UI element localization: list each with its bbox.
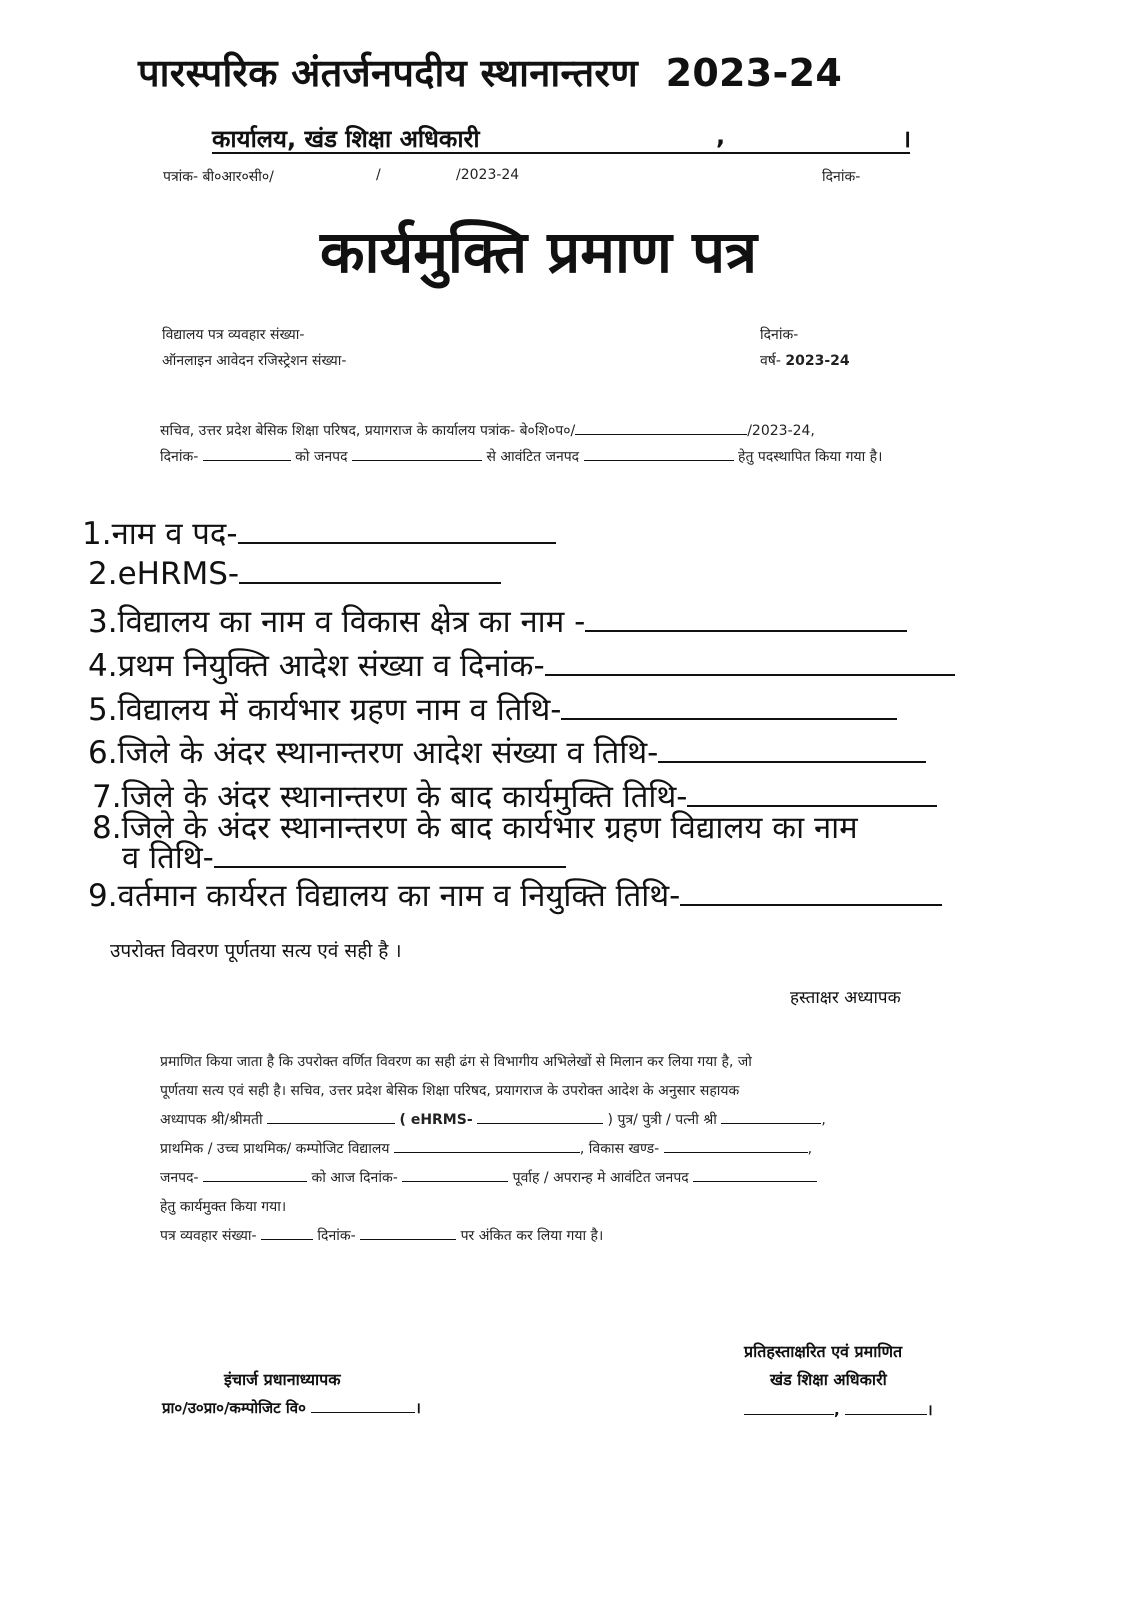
intro-blank-district-from[interactable] <box>352 460 482 461</box>
field-label: 8.जिले के अंदर स्थानान्तरण के बाद कार्यभार ग्रहण विद्यालय का नाम <box>92 810 858 846</box>
field-label: 9.वर्तमान कार्यरत विद्यालय का नाम व नियुक्ति तिथि- <box>88 878 681 914</box>
cert-blank-relation[interactable] <box>721 1123 821 1124</box>
beo-place-line <box>744 1400 933 1420</box>
meta-date-label: दिनांक- <box>760 327 799 343</box>
field-transfer-order <box>88 731 926 773</box>
main-title-year: 2023-24 <box>665 51 843 95</box>
cert-l7-b: दिनांक- <box>317 1228 356 1244</box>
intro-paragraph <box>160 418 960 470</box>
cert-line2: पूर्णतया सत्य एवं सही है। सचिव, उत्तर प्रदेश बेसिक शिक्षा परिषद, प्रयागराज के उपरोक्त आदेश के अनुसार सहायक <box>160 1083 740 1099</box>
intro-blank-date[interactable] <box>203 460 291 461</box>
cert-l4-a: प्राथमिक / उच्च प्राथमिक/ कम्पोजिट विद्यालय <box>160 1141 390 1157</box>
field-label: 7.जिले के अंदर स्थानान्तरण के बाद कार्यमुक्ति तिथि- <box>92 779 688 815</box>
field-blank[interactable] <box>585 630 907 632</box>
cert-blank-block[interactable] <box>664 1152 808 1153</box>
cert-line1: प्रमाणित किया जाता है कि उपरोक्त वर्णित विवरण का सही ढंग से विभागीय अभिलेखों से मिलान कर लिया गया है, जो <box>160 1054 752 1070</box>
cert-l3-a: अध्यापक श्री/श्रीमती <box>160 1112 263 1128</box>
cert-line6: हेतु कार्यमुक्त किया गया। <box>160 1199 287 1215</box>
cert-l5-b: को आज दिनांक- <box>311 1170 398 1186</box>
field-label: 1.नाम व पद- <box>82 516 238 552</box>
intro-part4: को जनपद <box>295 449 348 465</box>
intro-part2: /2023-24, <box>747 423 815 439</box>
field-current-school <box>88 874 942 916</box>
beo-blank-1[interactable] <box>744 1414 834 1415</box>
cert-l5-c: पूर्वाह / अपरान्ह मे आवंटित जनपद <box>512 1170 689 1186</box>
school-correspondence-label: विद्यालय पत्र व्यवहार संख्या- <box>162 327 305 343</box>
reference-number-label: पत्रांक- बी०आर०सी०/ <box>163 169 274 185</box>
intro-part1: सचिव, उत्तर प्रदेश बेसिक शिक्षा परिषद, प्रयागराज के कार्यालय पत्रांक- बे०शि०प०/ <box>160 423 576 439</box>
field-label: 5.विद्यालय में कार्यभार ग्रहण नाम व तिथि- <box>88 692 562 728</box>
main-title <box>138 46 842 98</box>
cert-l3-b: ( eHRMS- <box>399 1112 473 1128</box>
teacher-signature-label: हस्ताक्षर अध्यापक <box>790 988 901 1008</box>
school-name-blank[interactable] <box>311 1412 415 1413</box>
school-type-line <box>162 1398 421 1418</box>
office-danda: । <box>902 125 912 153</box>
office-comma: , <box>716 122 726 150</box>
field-first-appointment <box>88 644 955 686</box>
field-school-block <box>88 600 907 642</box>
cert-l3-c: ) पुत्र/ पुत्री / पत्नी श्री <box>607 1112 717 1128</box>
cert-l4-b: , विकास खण्ड- <box>579 1141 660 1157</box>
certification-paragraph <box>160 1048 960 1251</box>
field-post-transfer-school-date <box>122 836 566 878</box>
office-name: कार्यालय, खंड शिक्षा अधिकारी <box>212 125 480 153</box>
field-blank[interactable] <box>680 904 942 906</box>
field-label: व तिथि- <box>122 840 214 876</box>
main-title-text: पारस्परिक अंतर्जनपदीय स्थानान्तरण <box>138 51 639 95</box>
reference-date-label: दिनांक- <box>822 169 861 185</box>
cert-l4-c: , <box>807 1141 813 1157</box>
intro-part6: हेतु पदस्थापित किया गया है। <box>738 449 883 465</box>
field-blank[interactable] <box>561 718 897 720</box>
field-label: 6.जिले के अंदर स्थानान्तरण आदेश संख्या व तिथि- <box>88 735 659 771</box>
field-blank[interactable] <box>214 866 566 868</box>
field-ehrms <box>88 556 501 592</box>
beo-comma: , <box>834 1401 840 1419</box>
intro-part5: से आवंटित जनपद <box>486 449 580 465</box>
office-underline <box>212 152 910 154</box>
office-line <box>212 122 912 156</box>
intro-blank-letter-no[interactable] <box>575 434 747 435</box>
cert-blank-teacher-name[interactable] <box>267 1123 395 1124</box>
intro-part3: दिनांक- <box>160 449 199 465</box>
field-name-post <box>82 512 556 554</box>
field-blank[interactable] <box>545 674 955 676</box>
meta-year <box>760 351 850 370</box>
field-blank[interactable] <box>239 582 501 584</box>
cert-blank-allotted-district[interactable] <box>693 1181 817 1182</box>
declaration-text: उपरोक्त विवरण पूर्णतया सत्य एवं सही है । <box>110 940 402 962</box>
certificate-title: कार्यमुक्ति प्रमाण पत्र <box>320 218 758 286</box>
field-joining <box>88 688 897 730</box>
cert-l5-a: जनपद- <box>160 1170 199 1186</box>
online-registration-label: ऑनलाइन आवेदन रजिस्ट्रेशन संख्या- <box>162 353 347 369</box>
cert-l7-a: पत्र व्यवहार संख्या- <box>160 1228 257 1244</box>
cert-blank-district[interactable] <box>203 1181 307 1182</box>
meta-year-label: वर्ष- <box>760 353 781 369</box>
field-label: 4.प्रथम नियुक्ति आदेश संख्या व दिनांक- <box>88 648 545 684</box>
field-blank[interactable] <box>658 761 926 763</box>
cert-blank-correspondence-no[interactable] <box>261 1239 313 1240</box>
cert-l7-c: पर अंकित कर लिया गया है। <box>460 1228 604 1244</box>
field-label: 2.eHRMS- <box>88 556 240 592</box>
in-charge-headmaster-label: इंचार्ज प्रधानाध्यापक <box>224 1370 341 1389</box>
reference-slash: / <box>376 167 381 183</box>
cert-blank-school[interactable] <box>394 1152 580 1153</box>
beo-danda: । <box>926 1401 933 1419</box>
intro-blank-district-to[interactable] <box>584 460 734 461</box>
reference-year: /2023-24 <box>456 167 520 183</box>
meta-year-value: 2023-24 <box>785 353 850 369</box>
school-type-label: प्रा०/उ०प्रा०/कम्पोजिट वि० <box>162 1399 306 1417</box>
cert-blank-date[interactable] <box>402 1181 508 1182</box>
field-blank[interactable] <box>238 542 556 544</box>
school-type-danda: । <box>415 1399 421 1417</box>
field-label: 3.विद्यालय का नाम व विकास क्षेत्र का नाम - <box>88 604 586 640</box>
block-education-officer-label: खंड शिक्षा अधिकारी <box>770 1370 887 1389</box>
cert-l3-d: , <box>821 1112 826 1128</box>
cert-blank-ehrms[interactable] <box>477 1123 603 1124</box>
cert-blank-correspondence-date[interactable] <box>360 1239 456 1240</box>
countersigned-label: प्रतिहस्ताक्षरित एवं प्रमाणित <box>744 1342 903 1361</box>
beo-blank-2[interactable] <box>845 1414 927 1415</box>
